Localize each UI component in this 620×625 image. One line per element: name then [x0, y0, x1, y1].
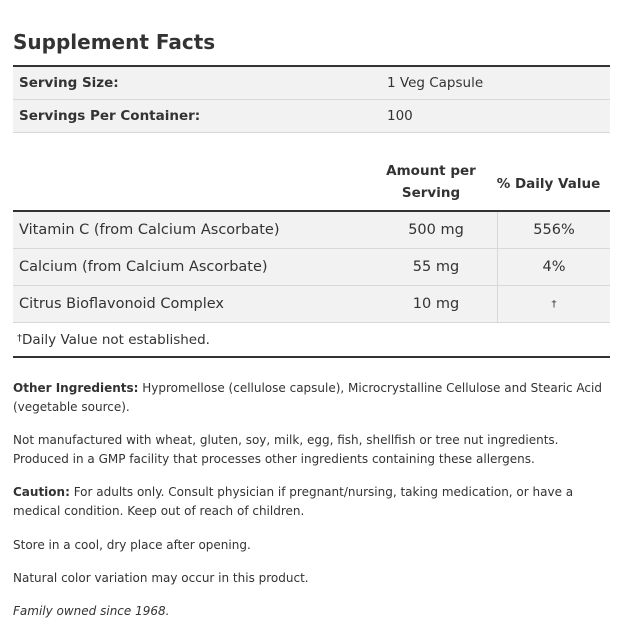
servings-per-container-row: [13, 99, 610, 132]
header-amount-column: [375, 158, 487, 210]
storage-note: Store in a cool, dry place after opening.: [13, 538, 251, 552]
serving-size-row: [13, 67, 610, 99]
nutrient-name: Citrus Bioflavonoid Complex: [19, 296, 224, 312]
nutrient-daily-value: 4%: [542, 259, 566, 275]
serving-info-table: [13, 65, 610, 133]
other-ingredients-paragraph: [13, 379, 610, 417]
header-daily-value: % Daily Value: [496, 176, 601, 192]
servings-per-container-label: Servings Per Container:: [19, 108, 201, 124]
nutrient-daily-value: †: [551, 298, 557, 310]
nutrient-name: Calcium (from Calcium Ascorbate): [19, 259, 268, 275]
nutrient-row: [13, 212, 610, 249]
serving-size-label: Serving Size:: [19, 75, 119, 91]
nutrient-table-header: [13, 158, 610, 212]
nutrient-daily-value: 556%: [533, 222, 575, 238]
caution-text: For adults only. Consult physician if pregnant/nursing, taking medication, or have a medical condition. Keep out of reach of children.: [13, 485, 574, 518]
other-ingredients-text: Hypromellose (cellulose capsule), Microcrystalline Cellulose and Stearic Acid (vegetable source).: [13, 381, 602, 414]
dagger-symbol: †: [17, 333, 22, 344]
nutrient-name: Vitamin C (from Calcium Ascorbate): [19, 222, 280, 238]
family-owned-note: Family owned since 1968.: [13, 604, 170, 618]
nutrient-table-body: [13, 212, 610, 323]
supplement-facts-panel: [13, 0, 610, 621]
nutrient-amount: 500 mg: [375, 212, 498, 248]
serving-size-value: 1 Veg Capsule: [387, 75, 484, 91]
nutrient-amount: 10 mg: [375, 286, 498, 322]
allergen-note: Not manufactured with wheat, gluten, soy, milk, egg, fish, shellfish or tree nut ingredients. Produced in a GMP facility that processes other ingredients containing these allergens.: [13, 433, 559, 466]
header-name-column: [13, 158, 375, 210]
header-amount-line2: Serving: [401, 185, 461, 201]
nutrient-row: [13, 286, 610, 323]
caution-label: Caution:: [13, 485, 70, 499]
color-variation-note: Natural color variation may occur in this product.: [13, 571, 309, 585]
servings-per-container-value: 100: [387, 108, 413, 124]
nutrient-amount: 55 mg: [375, 249, 498, 285]
caution-paragraph: [13, 483, 610, 521]
panel-title: Supplement Facts: [13, 30, 216, 54]
other-ingredients-label: Other Ingredients:: [13, 381, 139, 395]
header-amount-line1: Amount per: [386, 163, 476, 179]
daily-value-footnote: [13, 323, 610, 358]
footnote-text: Daily Value not established.: [22, 331, 210, 348]
nutrient-row: [13, 249, 610, 286]
